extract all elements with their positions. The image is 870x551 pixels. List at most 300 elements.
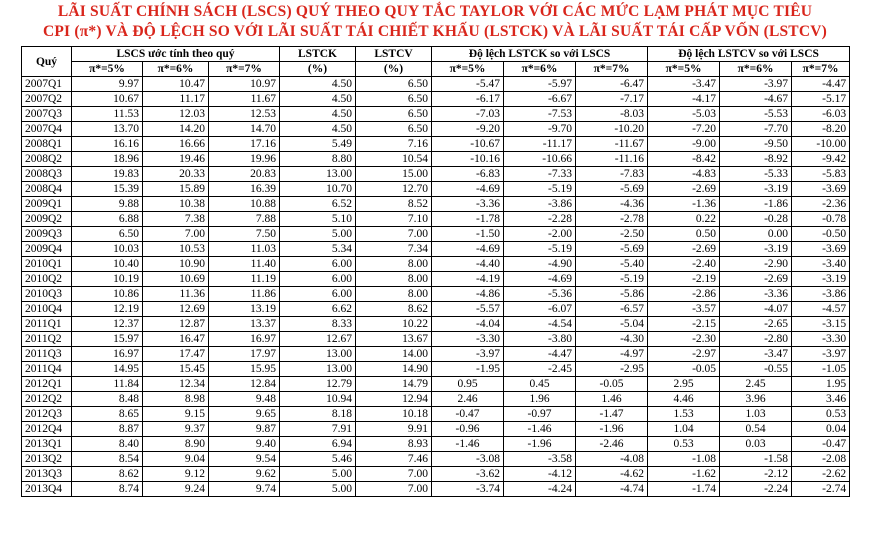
table-row <box>22 137 850 152</box>
value-cell: 10.70 <box>280 182 356 197</box>
value-cell: -5.19 <box>504 242 576 257</box>
value-cell: -2.62 <box>792 467 850 482</box>
value-cell: 15.95 <box>209 362 280 377</box>
value-cell: 16.97 <box>209 332 280 347</box>
value-cell: -2.00 <box>504 227 576 242</box>
quarter-cell: 2011Q2 <box>22 332 72 347</box>
value-cell: 9.54 <box>209 452 280 467</box>
value-cell: 11.03 <box>209 242 280 257</box>
value-cell: -2.80 <box>720 332 792 347</box>
value-cell: 8.18 <box>280 407 356 422</box>
value-cell: 4.50 <box>280 77 356 92</box>
value-cell: -5.53 <box>720 107 792 122</box>
value-cell: 6.62 <box>280 302 356 317</box>
value-cell: -4.54 <box>504 317 576 332</box>
value-cell: -0.96 <box>432 422 504 437</box>
value-cell: -3.30 <box>432 332 504 347</box>
value-cell: 9.91 <box>356 422 432 437</box>
value-cell: 11.40 <box>209 257 280 272</box>
header-lstcv-unit: (%) <box>356 62 432 77</box>
value-cell: 9.97 <box>72 77 143 92</box>
quarter-cell: 2013Q1 <box>22 437 72 452</box>
value-cell: -1.86 <box>720 197 792 212</box>
value-cell: 14.20 <box>143 122 209 137</box>
value-cell: 13.37 <box>209 317 280 332</box>
value-cell: -7.17 <box>576 92 648 107</box>
value-cell: 5.10 <box>280 212 356 227</box>
value-cell: 10.18 <box>356 407 432 422</box>
value-cell: 6.50 <box>356 122 432 137</box>
value-cell: -11.67 <box>576 137 648 152</box>
value-cell: 15.39 <box>72 182 143 197</box>
value-cell: 13.00 <box>280 167 356 182</box>
value-cell: 9.74 <box>209 482 280 497</box>
value-cell: -2.74 <box>792 482 850 497</box>
value-cell: 15.97 <box>72 332 143 347</box>
value-cell: 1.53 <box>648 407 720 422</box>
value-cell: -10.20 <box>576 122 648 137</box>
value-cell: 13.70 <box>72 122 143 137</box>
value-cell: 12.79 <box>280 377 356 392</box>
value-cell: -7.33 <box>504 167 576 182</box>
value-cell: -6.57 <box>576 302 648 317</box>
value-cell: 5.00 <box>280 227 356 242</box>
value-cell: 8.90 <box>143 437 209 452</box>
value-cell: -2.19 <box>648 272 720 287</box>
value-cell: 10.40 <box>72 257 143 272</box>
quarter-cell: 2012Q3 <box>22 407 72 422</box>
value-cell: -8.92 <box>720 152 792 167</box>
quarter-cell: 2013Q3 <box>22 467 72 482</box>
value-cell: 12.70 <box>356 182 432 197</box>
value-cell: 8.48 <box>72 392 143 407</box>
value-cell: -3.69 <box>792 182 850 197</box>
value-cell: 1.03 <box>720 407 792 422</box>
value-cell: 0.45 <box>504 377 576 392</box>
value-cell: 11.67 <box>209 92 280 107</box>
value-cell: 9.40 <box>209 437 280 452</box>
value-cell: 13.19 <box>209 302 280 317</box>
value-cell: 0.95 <box>432 377 504 392</box>
value-cell: -3.08 <box>432 452 504 467</box>
value-cell: 12.03 <box>143 107 209 122</box>
value-cell: 11.84 <box>72 377 143 392</box>
value-cell: 11.86 <box>209 287 280 302</box>
value-cell: 5.34 <box>280 242 356 257</box>
table-row <box>22 212 850 227</box>
header-row-1 <box>22 47 850 62</box>
value-cell: 4.50 <box>280 122 356 137</box>
value-cell: -4.97 <box>576 347 648 362</box>
value-cell: 9.24 <box>143 482 209 497</box>
quarter-cell: 2011Q1 <box>22 317 72 332</box>
header-pi5: π*=5% <box>432 62 504 77</box>
value-cell: -9.42 <box>792 152 850 167</box>
value-cell: -3.36 <box>720 287 792 302</box>
value-cell: 5.49 <box>280 137 356 152</box>
value-cell: -2.97 <box>648 347 720 362</box>
value-cell: -5.83 <box>792 167 850 182</box>
value-cell: -0.05 <box>648 362 720 377</box>
value-cell: -1.95 <box>432 362 504 377</box>
table-row <box>22 407 850 422</box>
value-cell: -7.70 <box>720 122 792 137</box>
value-cell: -2.86 <box>648 287 720 302</box>
value-cell: -4.08 <box>576 452 648 467</box>
header-lstck: LSTCK <box>280 47 356 62</box>
value-cell: 19.46 <box>143 152 209 167</box>
table-row <box>22 107 850 122</box>
value-cell: 9.04 <box>143 452 209 467</box>
value-cell: -4.07 <box>720 302 792 317</box>
value-cell: -1.62 <box>648 467 720 482</box>
value-cell: 6.50 <box>356 77 432 92</box>
value-cell: 0.22 <box>648 212 720 227</box>
header-pi7: π*=7% <box>576 62 648 77</box>
value-cell: 14.95 <box>72 362 143 377</box>
value-cell: -6.17 <box>432 92 504 107</box>
value-cell: 2.46 <box>432 392 504 407</box>
value-cell: 9.87 <box>209 422 280 437</box>
value-cell: 7.91 <box>280 422 356 437</box>
quarter-cell: 2009Q1 <box>22 197 72 212</box>
quarter-cell: 2010Q2 <box>22 272 72 287</box>
table-row <box>22 287 850 302</box>
value-cell: 7.00 <box>356 227 432 242</box>
value-cell: 5.00 <box>280 482 356 497</box>
value-cell: 14.90 <box>356 362 432 377</box>
value-cell: 12.67 <box>280 332 356 347</box>
value-cell: -4.57 <box>792 302 850 317</box>
table-row <box>22 452 850 467</box>
table-row <box>22 347 850 362</box>
value-cell: -4.30 <box>576 332 648 347</box>
value-cell: -4.17 <box>648 92 720 107</box>
value-cell: -3.80 <box>504 332 576 347</box>
value-cell: 13.00 <box>280 362 356 377</box>
value-cell: -4.67 <box>720 92 792 107</box>
table-row <box>22 227 850 242</box>
table-row <box>22 257 850 272</box>
value-cell: 6.94 <box>280 437 356 452</box>
title-line-1: LÃI SUẤT CHÍNH SÁCH (LSCS) QUÝ THEO QUY TẮC TAYLOR VỚI CÁC MỨC LẠM PHÁT MỤC TIÊU <box>57 3 813 20</box>
value-cell: 10.86 <box>72 287 143 302</box>
quarter-cell: 2010Q3 <box>22 287 72 302</box>
value-cell: -5.86 <box>576 287 648 302</box>
value-cell: -6.47 <box>576 77 648 92</box>
value-cell: -3.30 <box>792 332 850 347</box>
quarter-cell: 2009Q3 <box>22 227 72 242</box>
value-cell: -0.78 <box>792 212 850 227</box>
value-cell: 10.19 <box>72 272 143 287</box>
quarter-cell: 2012Q4 <box>22 422 72 437</box>
value-cell: -3.47 <box>648 77 720 92</box>
quarter-cell: 2007Q1 <box>22 77 72 92</box>
value-cell: -0.05 <box>576 377 648 392</box>
value-cell: -6.07 <box>504 302 576 317</box>
value-cell: 8.62 <box>356 302 432 317</box>
value-cell: -11.17 <box>504 137 576 152</box>
value-cell: -10.66 <box>504 152 576 167</box>
value-cell: -5.40 <box>576 257 648 272</box>
quarter-cell: 2008Q4 <box>22 182 72 197</box>
value-cell: 20.83 <box>209 167 280 182</box>
value-cell: 8.00 <box>356 287 432 302</box>
value-cell: -4.36 <box>576 197 648 212</box>
value-cell: 17.16 <box>209 137 280 152</box>
value-cell: 12.19 <box>72 302 143 317</box>
value-cell: -3.69 <box>792 242 850 257</box>
value-cell: -1.96 <box>576 422 648 437</box>
value-cell: -7.20 <box>648 122 720 137</box>
value-cell: 8.00 <box>356 272 432 287</box>
value-cell: 8.54 <box>72 452 143 467</box>
value-cell: 15.89 <box>143 182 209 197</box>
header-pi7: π*=7% <box>209 62 280 77</box>
value-cell: 19.96 <box>209 152 280 167</box>
value-cell: 7.00 <box>356 482 432 497</box>
table-row <box>22 422 850 437</box>
value-cell: 10.94 <box>280 392 356 407</box>
value-cell: 0.00 <box>720 227 792 242</box>
value-cell: -2.28 <box>504 212 576 227</box>
value-cell: -3.40 <box>792 257 850 272</box>
value-cell: 10.03 <box>72 242 143 257</box>
value-cell: -4.40 <box>432 257 504 272</box>
table-row <box>22 152 850 167</box>
value-cell: -3.97 <box>792 347 850 362</box>
value-cell: 6.50 <box>356 92 432 107</box>
value-cell: 9.88 <box>72 197 143 212</box>
header-lstcv: LSTCV <box>356 47 432 62</box>
header-lscs: LSCS ước tính theo quý <box>72 47 280 62</box>
value-cell: -4.47 <box>792 77 850 92</box>
value-cell: 15.45 <box>143 362 209 377</box>
value-cell: 6.88 <box>72 212 143 227</box>
value-cell: -5.19 <box>576 272 648 287</box>
value-cell: 13.00 <box>280 347 356 362</box>
value-cell: 16.16 <box>72 137 143 152</box>
quarter-cell: 2009Q4 <box>22 242 72 257</box>
header-lstck-unit: (%) <box>280 62 356 77</box>
value-cell: -2.50 <box>576 227 648 242</box>
value-cell: 16.66 <box>143 137 209 152</box>
value-cell: 11.19 <box>209 272 280 287</box>
value-cell: 4.50 <box>280 107 356 122</box>
value-cell: -1.46 <box>432 437 504 452</box>
value-cell: 10.97 <box>209 77 280 92</box>
value-cell: 18.96 <box>72 152 143 167</box>
value-cell: -1.05 <box>792 362 850 377</box>
value-cell: 0.53 <box>648 437 720 452</box>
value-cell: 12.37 <box>72 317 143 332</box>
value-cell: -1.47 <box>576 407 648 422</box>
value-cell: 8.33 <box>280 317 356 332</box>
value-cell: -5.03 <box>648 107 720 122</box>
value-cell: 11.17 <box>143 92 209 107</box>
value-cell: 12.53 <box>209 107 280 122</box>
value-cell: 1.46 <box>576 392 648 407</box>
quarter-cell: 2013Q4 <box>22 482 72 497</box>
header-pi6: π*=6% <box>720 62 792 77</box>
value-cell: -4.86 <box>432 287 504 302</box>
value-cell: 14.00 <box>356 347 432 362</box>
table-row <box>22 392 850 407</box>
value-cell: 9.12 <box>143 467 209 482</box>
value-cell: -4.12 <box>504 467 576 482</box>
value-cell: -9.50 <box>720 137 792 152</box>
value-cell: -2.65 <box>720 317 792 332</box>
table-title <box>0 0 870 46</box>
table-row <box>22 377 850 392</box>
value-cell: 20.33 <box>143 167 209 182</box>
value-cell: 0.54 <box>720 422 792 437</box>
value-cell: -3.19 <box>720 242 792 257</box>
value-cell: -5.97 <box>504 77 576 92</box>
value-cell: 8.62 <box>72 467 143 482</box>
value-cell: -4.04 <box>432 317 504 332</box>
quarter-cell: 2010Q1 <box>22 257 72 272</box>
value-cell: 10.67 <box>72 92 143 107</box>
quarter-cell: 2007Q4 <box>22 122 72 137</box>
value-cell: 10.38 <box>143 197 209 212</box>
value-cell: 7.34 <box>356 242 432 257</box>
table-row <box>22 317 850 332</box>
value-cell: -0.97 <box>504 407 576 422</box>
value-cell: 1.95 <box>792 377 850 392</box>
value-cell: 0.50 <box>648 227 720 242</box>
quarter-cell: 2012Q1 <box>22 377 72 392</box>
value-cell: -2.45 <box>504 362 576 377</box>
value-cell: 8.52 <box>356 197 432 212</box>
value-cell: 9.65 <box>209 407 280 422</box>
table-row <box>22 272 850 287</box>
value-cell: 8.40 <box>72 437 143 452</box>
header-pi5: π*=5% <box>72 62 143 77</box>
value-cell: -4.69 <box>432 242 504 257</box>
table-row <box>22 437 850 452</box>
value-cell: 9.48 <box>209 392 280 407</box>
value-cell: 0.04 <box>792 422 850 437</box>
value-cell: -1.36 <box>648 197 720 212</box>
value-cell: -7.03 <box>432 107 504 122</box>
value-cell: 15.00 <box>356 167 432 182</box>
value-cell: -9.20 <box>432 122 504 137</box>
table-row <box>22 77 850 92</box>
value-cell: 5.00 <box>280 467 356 482</box>
value-cell: -1.08 <box>648 452 720 467</box>
value-cell: -2.69 <box>720 272 792 287</box>
value-cell: 7.50 <box>209 227 280 242</box>
title-line-2: CPI (π*) VÀ ĐỘ LỆCH SO VỚI LÃI SUẤT TÁI CHIẾT KHẤU (LSTCK) VÀ LÃI SUẤT TÁI CẤP VỐN (LSTCV) <box>42 23 827 40</box>
value-cell: 10.69 <box>143 272 209 287</box>
quarter-cell: 2008Q3 <box>22 167 72 182</box>
table-row <box>22 92 850 107</box>
quarter-cell: 2012Q2 <box>22 392 72 407</box>
value-cell: 10.53 <box>143 242 209 257</box>
value-cell: -1.74 <box>648 482 720 497</box>
value-cell: 6.00 <box>280 272 356 287</box>
value-cell: 10.22 <box>356 317 432 332</box>
value-cell: -5.57 <box>432 302 504 317</box>
header-quarter: Quý <box>22 47 72 77</box>
value-cell: 9.37 <box>143 422 209 437</box>
value-cell: 3.46 <box>792 392 850 407</box>
value-cell: -2.69 <box>648 182 720 197</box>
value-cell: 0.03 <box>720 437 792 452</box>
value-cell: 8.74 <box>72 482 143 497</box>
value-cell: -8.42 <box>648 152 720 167</box>
value-cell: -3.57 <box>648 302 720 317</box>
value-cell: -5.47 <box>432 77 504 92</box>
value-cell: 6.52 <box>280 197 356 212</box>
value-cell: -4.69 <box>432 182 504 197</box>
header-row-2 <box>22 62 850 77</box>
value-cell: -3.97 <box>432 347 504 362</box>
value-cell: -5.17 <box>792 92 850 107</box>
header-pi5: π*=5% <box>648 62 720 77</box>
value-cell: 16.47 <box>143 332 209 347</box>
header-dev-lstck: Độ lệch LSTCK so với LSCS <box>432 47 648 62</box>
value-cell: -3.86 <box>504 197 576 212</box>
value-cell: 8.65 <box>72 407 143 422</box>
table-row <box>22 482 850 497</box>
table-row <box>22 302 850 317</box>
value-cell: -10.67 <box>432 137 504 152</box>
value-cell: 12.94 <box>356 392 432 407</box>
value-cell: 8.87 <box>72 422 143 437</box>
value-cell: -6.03 <box>792 107 850 122</box>
value-cell: -8.20 <box>792 122 850 137</box>
value-cell: -4.90 <box>504 257 576 272</box>
header-pi6: π*=6% <box>143 62 209 77</box>
value-cell: 12.69 <box>143 302 209 317</box>
value-cell: -1.58 <box>720 452 792 467</box>
value-cell: -4.74 <box>576 482 648 497</box>
value-cell: -4.47 <box>504 347 576 362</box>
table-row <box>22 122 850 137</box>
value-cell: 16.39 <box>209 182 280 197</box>
value-cell: 12.87 <box>143 317 209 332</box>
value-cell: -3.15 <box>792 317 850 332</box>
value-cell: 14.79 <box>356 377 432 392</box>
value-cell: -4.24 <box>504 482 576 497</box>
value-cell: -3.97 <box>720 77 792 92</box>
quarter-cell: 2013Q2 <box>22 452 72 467</box>
table-row <box>22 197 850 212</box>
value-cell: -0.55 <box>720 362 792 377</box>
value-cell: -2.40 <box>648 257 720 272</box>
value-cell: 10.54 <box>356 152 432 167</box>
value-cell: 11.53 <box>72 107 143 122</box>
value-cell: -8.03 <box>576 107 648 122</box>
value-cell: -4.83 <box>648 167 720 182</box>
value-cell: -4.69 <box>504 272 576 287</box>
table-row <box>22 467 850 482</box>
value-cell: 7.38 <box>143 212 209 227</box>
value-cell: -5.69 <box>576 242 648 257</box>
value-cell: 8.93 <box>356 437 432 452</box>
value-cell: -2.69 <box>648 242 720 257</box>
value-cell: 10.47 <box>143 77 209 92</box>
value-cell: -2.15 <box>648 317 720 332</box>
value-cell: -1.50 <box>432 227 504 242</box>
value-cell: 10.90 <box>143 257 209 272</box>
quarter-cell: 2008Q2 <box>22 152 72 167</box>
value-cell: 17.47 <box>143 347 209 362</box>
value-cell: -2.95 <box>576 362 648 377</box>
value-cell: -9.70 <box>504 122 576 137</box>
